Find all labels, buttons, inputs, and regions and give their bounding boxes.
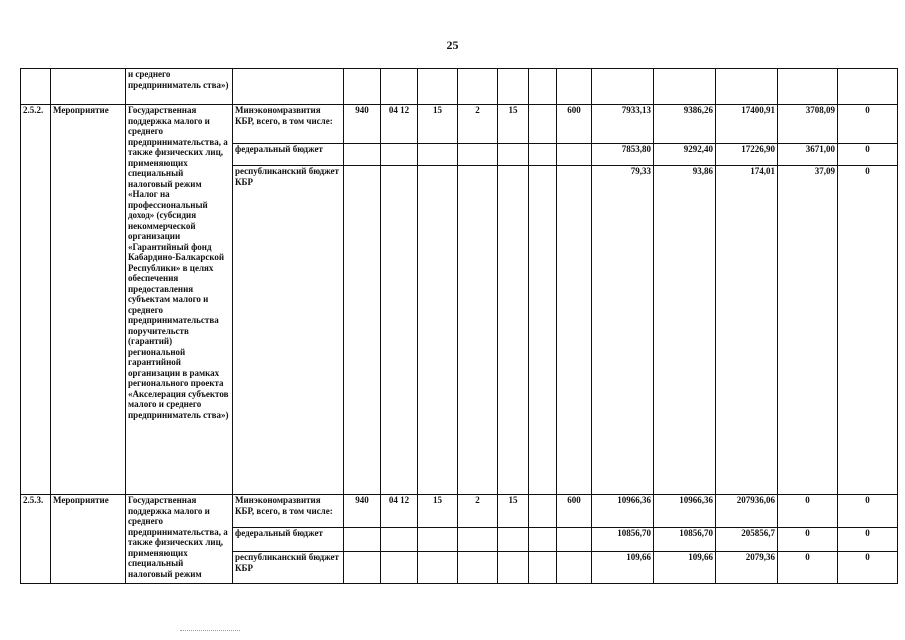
rzpr-cell xyxy=(381,144,418,166)
amount-cell: 17400,91 xyxy=(716,105,778,144)
code-cell xyxy=(458,528,498,552)
amount-cell: 9292,40 xyxy=(654,144,716,166)
rzpr-cell: 04 12 xyxy=(381,495,418,528)
rzpr-cell xyxy=(381,166,418,495)
code-cell xyxy=(458,552,498,584)
source-cell: республиканский бюджет КБР xyxy=(233,552,344,584)
amount-cell: 7853,80 xyxy=(592,144,654,166)
amount-cell: 0 xyxy=(778,528,838,552)
amount-cell: 79,33 xyxy=(592,166,654,495)
grbs-cell xyxy=(344,144,381,166)
page-number: 25 xyxy=(446,38,459,52)
code-cell xyxy=(498,552,529,584)
code-cell xyxy=(458,144,498,166)
item-type-cell: Мероприятие xyxy=(51,105,126,495)
amount-cell: 109,66 xyxy=(654,552,716,584)
amount-cell: 7933,13 xyxy=(592,105,654,144)
item-type-cell: Мероприятие xyxy=(51,495,126,584)
code-cell xyxy=(529,144,557,166)
source-cell: федеральный бюджет xyxy=(233,144,344,166)
rzpr-cell xyxy=(381,552,418,584)
code-cell xyxy=(458,166,498,495)
amount-cell: 3671,00 xyxy=(778,144,838,166)
code-cell xyxy=(418,166,458,495)
amount-cell: 0 xyxy=(838,552,898,584)
amount-cell: 10966,36 xyxy=(592,495,654,528)
vr-cell: 600 xyxy=(557,105,592,144)
scan-artifact xyxy=(180,630,240,632)
grbs-cell xyxy=(344,166,381,495)
code-cell: 15 xyxy=(418,105,458,144)
code-cell xyxy=(498,144,529,166)
amount-cell: 0 xyxy=(838,144,898,166)
rzpr-cell: 04 12 xyxy=(381,105,418,144)
vr-cell xyxy=(557,144,592,166)
grbs-cell: 940 xyxy=(344,495,381,528)
amount-cell: 0 xyxy=(778,552,838,584)
vr-cell xyxy=(557,528,592,552)
code-cell xyxy=(529,552,557,584)
code-cell xyxy=(529,166,557,495)
table-row xyxy=(21,495,898,528)
code-cell: 15 xyxy=(498,495,529,528)
amount-cell: 3708,09 xyxy=(778,105,838,144)
amount-cell: 37,09 xyxy=(778,166,838,495)
item-number-cell: 2.5.2. xyxy=(21,105,51,495)
code-cell xyxy=(418,144,458,166)
item-name-cell: Государственная поддержка малого и среднего предпринимательства, а также физических лиц, применяющих специальный налоговый режим «Налог на профессиональный доход» (субсидия некоммерческой организации «Гарантийный фонд Кабардино-Балкарской Республики» в целях обеспечения предоставления субъектам малого и среднего предпринимательства поручительств (гарантий) региональной гарантийной организации в рамках регионального проекта «Акселерация субъектов малого и среднего предприниматель ства») xyxy=(126,105,233,495)
code-cell xyxy=(498,166,529,495)
code-cell xyxy=(498,528,529,552)
budget-table xyxy=(20,68,898,584)
amount-cell: 0 xyxy=(838,105,898,144)
code-cell xyxy=(529,528,557,552)
amount-cell: 9386,26 xyxy=(654,105,716,144)
amount-cell: 0 xyxy=(838,528,898,552)
source-cell: Минэкономразвития КБР, всего, в том числе: xyxy=(233,105,344,144)
continued-name-cell: и среднего предприниматель ства») xyxy=(126,69,233,105)
code-cell xyxy=(529,105,557,144)
rzpr-cell xyxy=(381,528,418,552)
item-name-cell: Государственная поддержка малого и среднего предпринимательства, а также физических лиц, применяющих специальный налоговый режим xyxy=(126,495,233,584)
amount-cell: 10856,70 xyxy=(654,528,716,552)
vr-cell: 600 xyxy=(557,495,592,528)
amount-cell: 17226,90 xyxy=(716,144,778,166)
table-row xyxy=(21,69,898,105)
vr-cell xyxy=(557,552,592,584)
amount-cell: 109,66 xyxy=(592,552,654,584)
grbs-cell xyxy=(344,528,381,552)
source-cell: федеральный бюджет xyxy=(233,528,344,552)
amount-cell: 2079,36 xyxy=(716,552,778,584)
code-cell: 2 xyxy=(458,105,498,144)
amount-cell: 174,01 xyxy=(716,166,778,495)
code-cell xyxy=(418,552,458,584)
source-cell: Минэкономразвития КБР, всего, в том числе: xyxy=(233,495,344,528)
code-cell: 2 xyxy=(458,495,498,528)
amount-cell: 205856,7 xyxy=(716,528,778,552)
amount-cell: 0 xyxy=(778,495,838,528)
code-cell: 15 xyxy=(498,105,529,144)
amount-cell: 0 xyxy=(838,166,898,495)
table-row xyxy=(21,105,898,144)
grbs-cell: 940 xyxy=(344,105,381,144)
code-cell xyxy=(529,495,557,528)
amount-cell: 10966,36 xyxy=(654,495,716,528)
amount-cell: 0 xyxy=(838,495,898,528)
vr-cell xyxy=(557,166,592,495)
amount-cell: 93,86 xyxy=(654,166,716,495)
code-cell xyxy=(418,528,458,552)
grbs-cell xyxy=(344,552,381,584)
code-cell: 15 xyxy=(418,495,458,528)
item-number-cell: 2.5.3. xyxy=(21,495,51,584)
amount-cell: 207936,06 xyxy=(716,495,778,528)
amount-cell: 10856,70 xyxy=(592,528,654,552)
source-cell: республиканский бюджет КБР xyxy=(233,166,344,495)
